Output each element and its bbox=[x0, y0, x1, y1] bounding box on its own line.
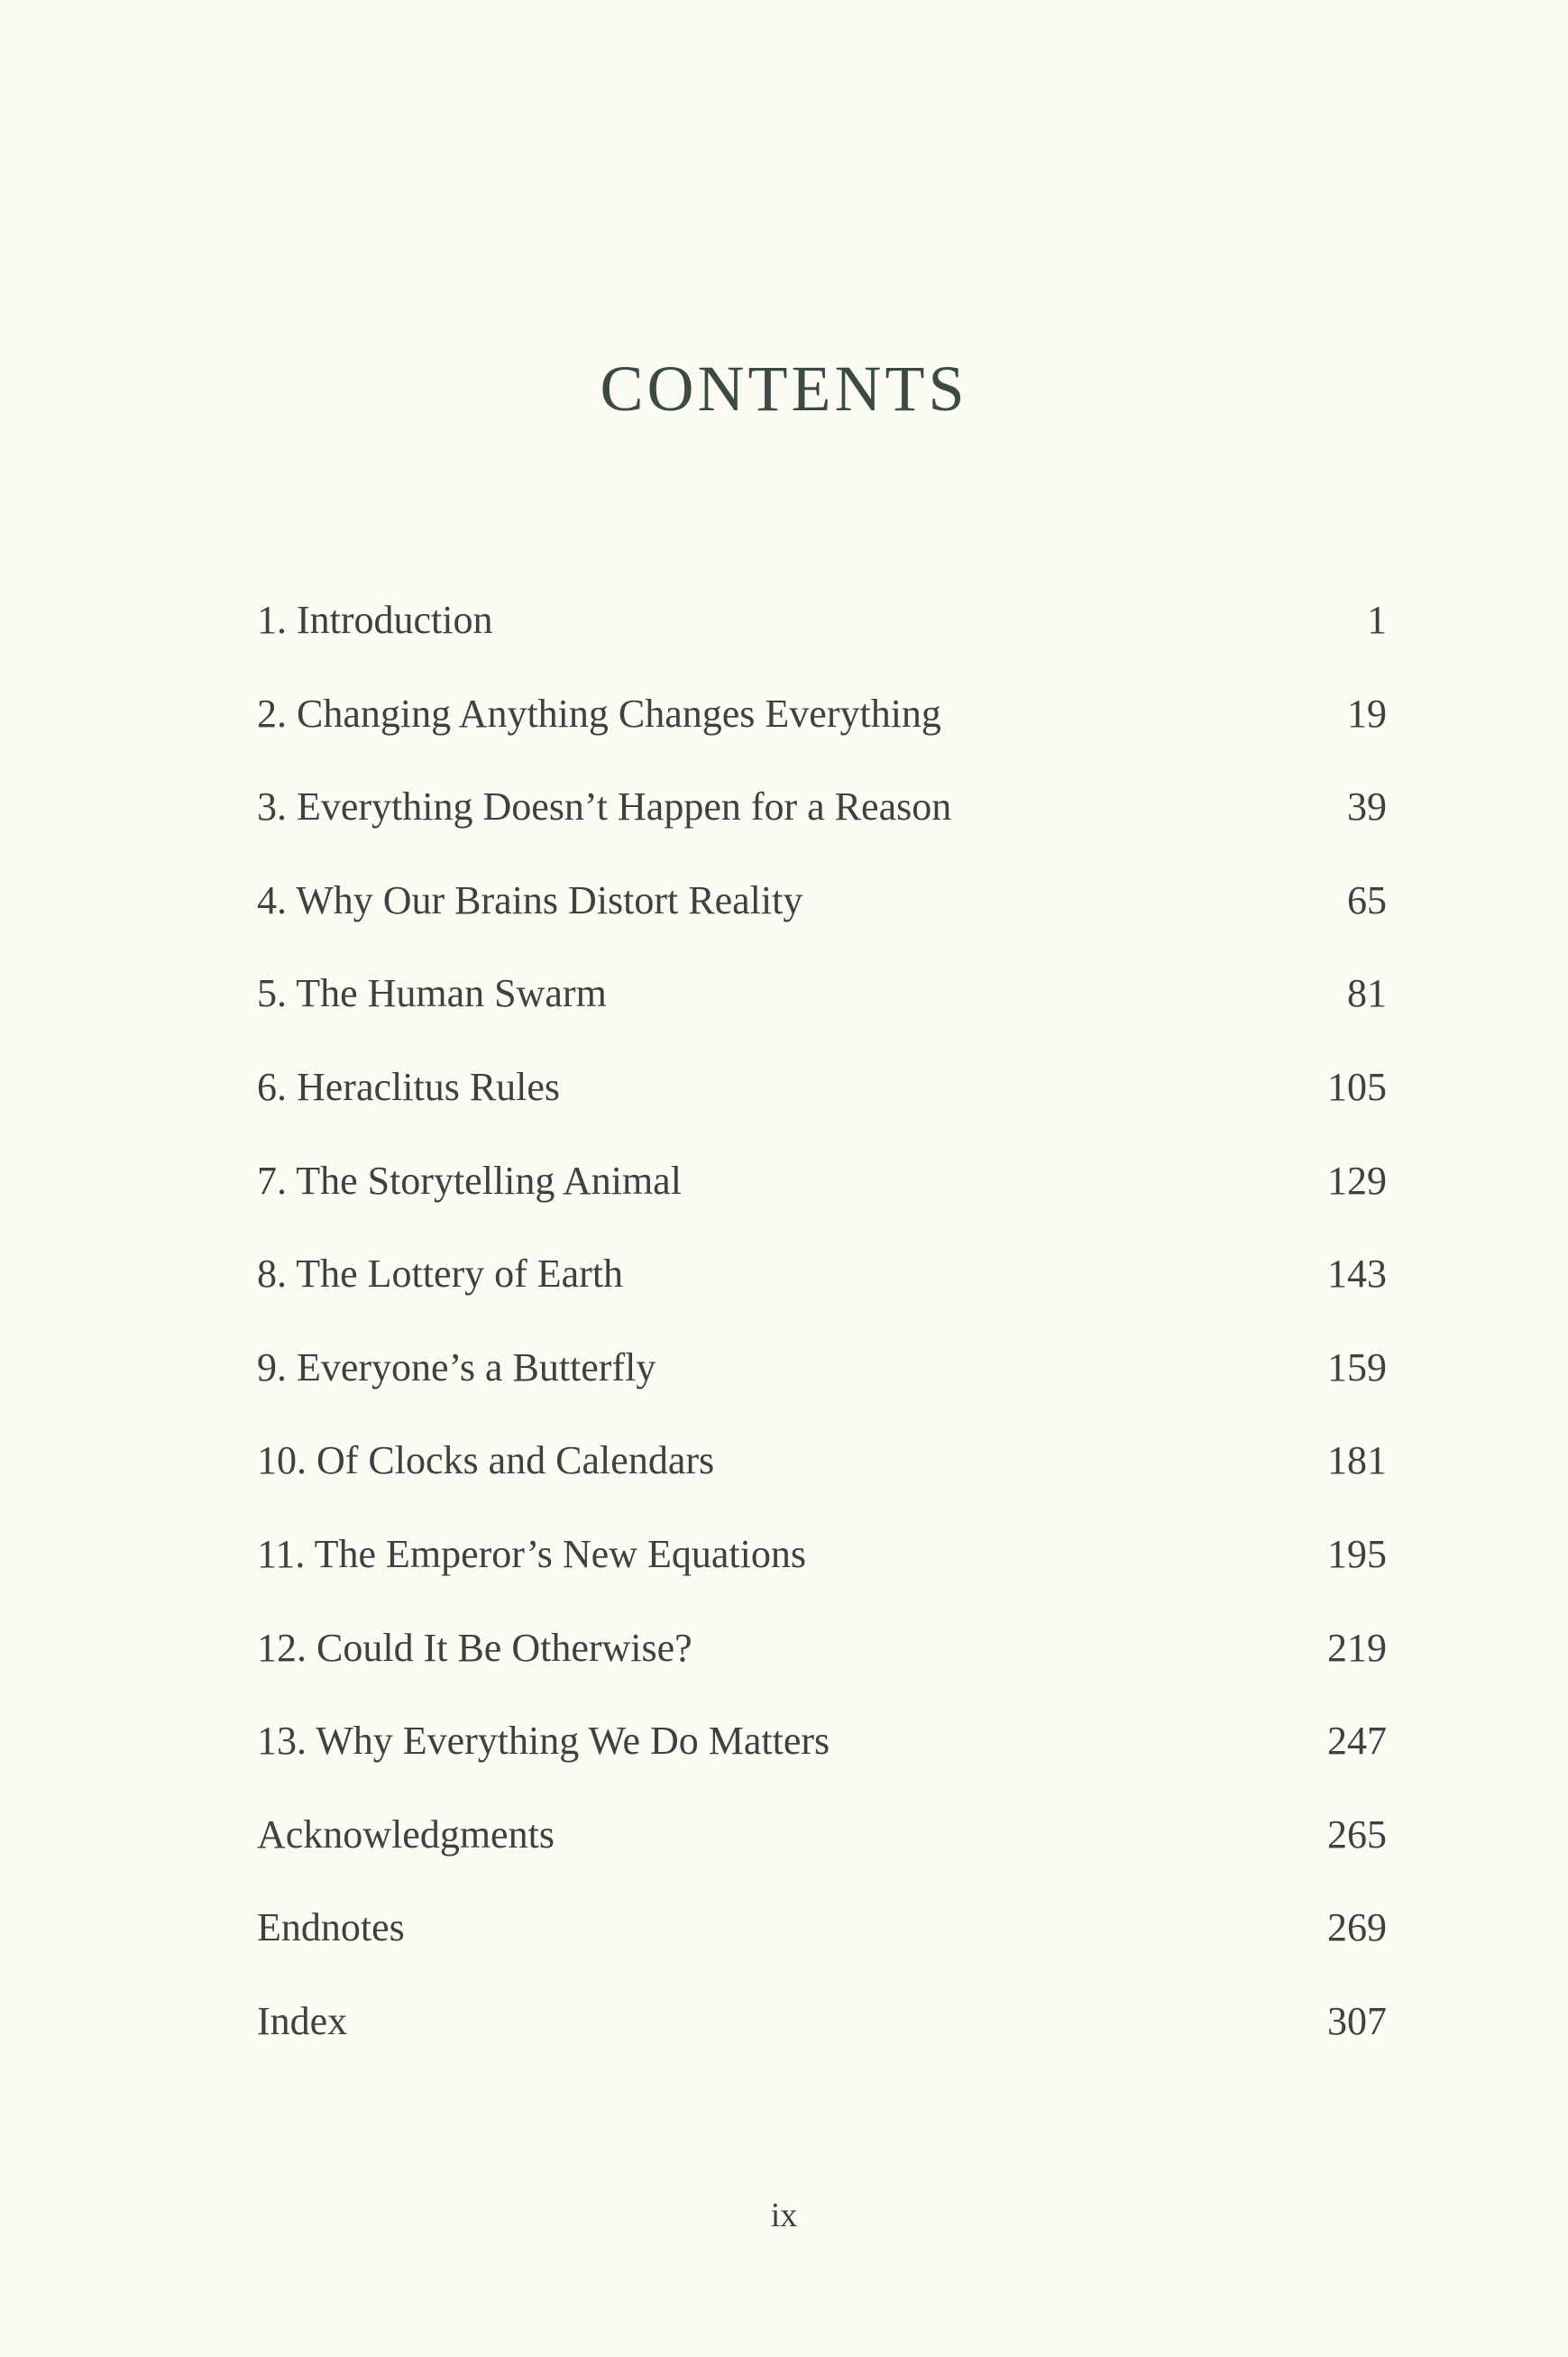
toc-entry-page: 269 bbox=[1327, 1905, 1387, 1950]
toc-entry bbox=[257, 1904, 1387, 1998]
toc-entry bbox=[257, 1064, 1387, 1158]
toc-entry-page: 1 bbox=[1367, 598, 1387, 642]
toc-entry-page: 39 bbox=[1347, 784, 1387, 830]
toc-entry-label: 12. Could It Be Otherwise? bbox=[257, 1625, 692, 1670]
toc-entry-label: 10. Of Clocks and Calendars bbox=[257, 1438, 715, 1483]
toc-entry-page: 65 bbox=[1347, 877, 1387, 922]
toc-entry bbox=[257, 1251, 1387, 1344]
toc-entry bbox=[257, 784, 1387, 877]
toc-entry-page: 219 bbox=[1327, 1625, 1387, 1670]
toc-entry-page: 265 bbox=[1327, 1811, 1387, 1857]
toc-entry-page: 143 bbox=[1327, 1252, 1387, 1297]
toc-entry-page: 181 bbox=[1327, 1438, 1387, 1483]
toc-entry bbox=[257, 691, 1387, 784]
toc-entry bbox=[257, 1344, 1387, 1438]
toc-entry-label: Acknowledgments bbox=[257, 1811, 555, 1857]
toc-entry bbox=[257, 1158, 1387, 1252]
page-number-folio: ix bbox=[770, 2197, 798, 2234]
table-of-contents bbox=[257, 597, 1387, 2092]
toc-entry-label: 3. Everything Doesn’t Happen for a Reason bbox=[257, 784, 952, 830]
toc-entry-page: 105 bbox=[1327, 1064, 1387, 1109]
toc-entry bbox=[257, 877, 1387, 971]
toc-entry-label: Endnotes bbox=[257, 1905, 405, 1950]
toc-entry bbox=[257, 1811, 1387, 1905]
toc-entry-label: 1. Introduction bbox=[257, 598, 493, 642]
toc-entry bbox=[257, 1998, 1387, 2092]
toc-entry-label: 11. The Emperor’s New Equations bbox=[257, 1531, 806, 1576]
toc-entry-page: 19 bbox=[1347, 691, 1387, 736]
toc-entry-label: 7. The Storytelling Animal bbox=[257, 1158, 682, 1203]
toc-entry-label: 6. Heraclitus Rules bbox=[257, 1064, 561, 1109]
toc-entry-label: 13. Why Everything We Do Matters bbox=[257, 1719, 830, 1764]
toc-entry-page: 195 bbox=[1327, 1531, 1387, 1576]
toc-entry bbox=[257, 1531, 1387, 1625]
toc-entry-label: 5. The Human Swarm bbox=[257, 971, 607, 1016]
toc-entry-page: 129 bbox=[1327, 1158, 1387, 1203]
toc-entry-label: 2. Changing Anything Changes Everything bbox=[257, 691, 941, 736]
toc-entry-label: 8. The Lottery of Earth bbox=[257, 1252, 624, 1297]
toc-entry bbox=[257, 1437, 1387, 1531]
toc-entry-page: 247 bbox=[1327, 1719, 1387, 1764]
toc-entry-page: 159 bbox=[1327, 1344, 1387, 1389]
toc-entry-label: 4. Why Our Brains Distort Reality bbox=[257, 877, 803, 922]
page-title: CONTENTS bbox=[600, 353, 968, 425]
toc-entry bbox=[257, 1625, 1387, 1719]
toc-entry-page: 81 bbox=[1347, 971, 1387, 1016]
toc-entry-label: 9. Everyone’s a Butterfly bbox=[257, 1344, 656, 1389]
toc-entry bbox=[257, 1718, 1387, 1811]
toc-entry bbox=[257, 970, 1387, 1064]
toc-entry bbox=[257, 597, 1387, 691]
toc-entry-page: 307 bbox=[1327, 1998, 1387, 2043]
toc-entry-label: Index bbox=[257, 1998, 348, 2043]
